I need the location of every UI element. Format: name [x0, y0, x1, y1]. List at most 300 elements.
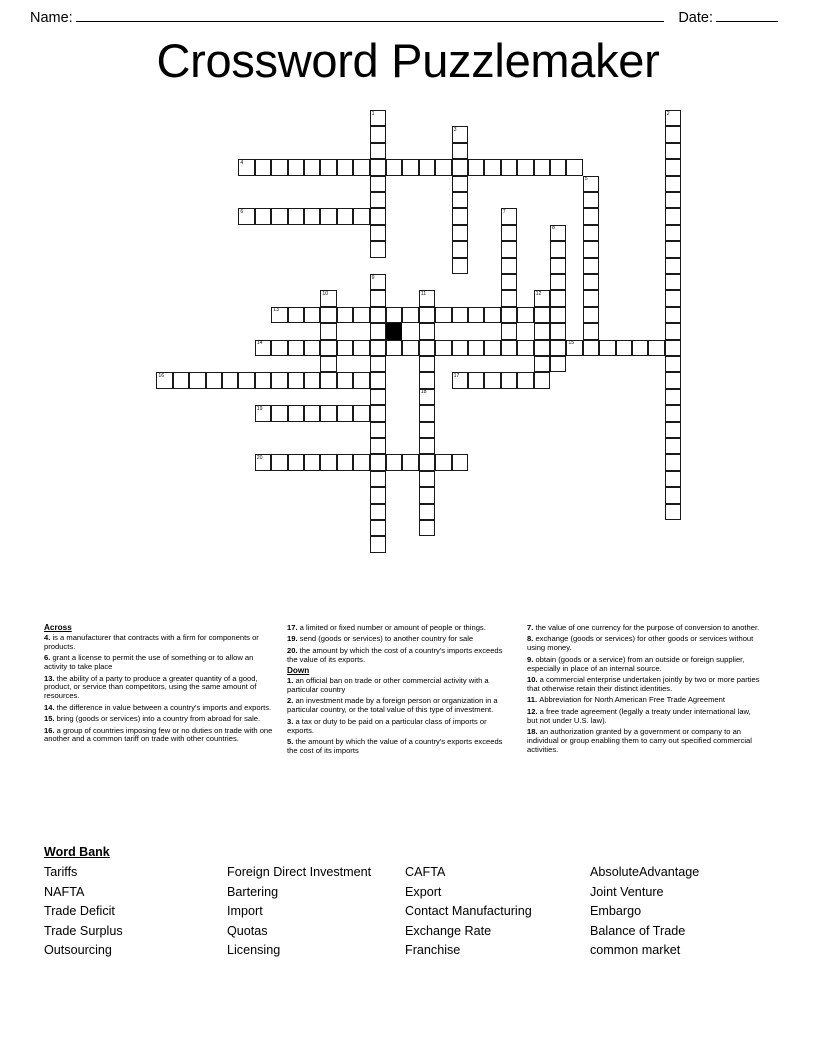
- crossword-cell[interactable]: [665, 110, 681, 126]
- clues-section: [44, 624, 774, 824]
- crossword-cell[interactable]: [370, 487, 386, 503]
- crossword-cell[interactable]: [288, 372, 304, 388]
- clue-text: an investment made by a foreign person or organization in a particular country, or the total value of this type of investment.: [287, 696, 498, 715]
- clue-item: [527, 676, 760, 694]
- crossword-cell-number: 9: [371, 274, 375, 281]
- crossword-cell[interactable]: [517, 340, 533, 356]
- crossword-cell[interactable]: [452, 258, 468, 274]
- crossword-cell[interactable]: [616, 340, 632, 356]
- crossword-cell[interactable]: [320, 356, 336, 372]
- clue-text: a tax or duty to be paid on a particular class of imports or exports.: [287, 716, 487, 735]
- crossword-cell[interactable]: [452, 340, 468, 356]
- crossword-cell[interactable]: [320, 372, 336, 388]
- crossword-cell[interactable]: [173, 372, 189, 388]
- crossword-cell[interactable]: [370, 422, 386, 438]
- clue-number: 15.: [44, 714, 57, 724]
- clue-number: 17.: [287, 623, 300, 632]
- clue-number: 11.: [527, 695, 540, 705]
- word-bank-item: Export: [405, 884, 442, 899]
- crossword-cell[interactable]: [353, 405, 369, 421]
- crossword-cell-number: 4: [240, 159, 244, 166]
- crossword-cell[interactable]: [501, 159, 517, 175]
- crossword-cell[interactable]: [320, 340, 336, 356]
- crossword-cell[interactable]: [665, 192, 681, 208]
- crossword-cell[interactable]: [452, 208, 468, 224]
- crossword-cell[interactable]: [583, 208, 599, 224]
- crossword-cell[interactable]: [534, 307, 550, 323]
- crossword-cell[interactable]: [665, 290, 681, 306]
- clue-text: a limited or fixed number or amount of people or things.: [299, 623, 486, 632]
- crossword-cell[interactable]: [320, 290, 336, 306]
- clue-text: the value of one currency for the purpose of conversion to another.: [535, 623, 760, 632]
- crossword-cell[interactable]: [665, 487, 681, 503]
- crossword-cell[interactable]: [419, 356, 435, 372]
- crossword-cell-number: 19: [256, 405, 263, 412]
- crossword-cell-number: 12: [535, 290, 542, 297]
- crossword-cell[interactable]: [665, 356, 681, 372]
- crossword-cell[interactable]: [288, 159, 304, 175]
- crossword-cell[interactable]: [550, 274, 566, 290]
- crossword-cell[interactable]: [501, 208, 517, 224]
- crossword-cell[interactable]: [665, 176, 681, 192]
- word-bank-item: AbsoluteAdvantage: [590, 865, 700, 879]
- clue-number: 8.: [527, 634, 536, 644]
- crossword-cell[interactable]: [534, 323, 550, 339]
- crossword-cell[interactable]: [583, 274, 599, 290]
- word-bank-item: Foreign Direct Investment: [227, 865, 372, 879]
- crossword-cell[interactable]: [271, 208, 287, 224]
- crossword-cell[interactable]: [484, 340, 500, 356]
- crossword-cell[interactable]: [665, 389, 681, 405]
- crossword-cell[interactable]: [550, 159, 566, 175]
- crossword-cell[interactable]: [337, 372, 353, 388]
- crossword-cell[interactable]: [320, 307, 336, 323]
- crossword-cell[interactable]: [648, 340, 664, 356]
- crossword-cell[interactable]: [238, 208, 254, 224]
- word-bank-item: Quotas: [227, 923, 268, 938]
- crossword-cell[interactable]: [353, 307, 369, 323]
- page-title: Crossword Puzzlemaker: [156, 34, 660, 87]
- crossword-cell[interactable]: [534, 340, 550, 356]
- crossword-cell[interactable]: [452, 176, 468, 192]
- crossword-cell[interactable]: [665, 405, 681, 421]
- crossword-cell[interactable]: [419, 372, 435, 388]
- crossword-cell[interactable]: [517, 159, 533, 175]
- clue-number: 7.: [527, 623, 536, 632]
- crossword-cell-number: 13: [273, 307, 279, 314]
- crossword-cell[interactable]: [370, 340, 386, 356]
- crossword-cell[interactable]: [550, 340, 566, 356]
- word-bank-item: Trade Deficit: [44, 904, 115, 918]
- clue-item: [527, 696, 760, 705]
- word-bank-item: Import: [227, 904, 263, 918]
- name-label: Name:: [30, 10, 73, 26]
- crossword-cell[interactable]: [468, 340, 484, 356]
- word-bank-item: CAFTA: [405, 865, 446, 879]
- crossword-cell[interactable]: [452, 126, 468, 142]
- clue-text: a commercial enterprise undertaken jointly by two or more parties that otherwise retain their distinct identities.: [527, 675, 760, 693]
- crossword-cell[interactable]: [452, 307, 468, 323]
- crossword-cell[interactable]: [435, 454, 451, 470]
- crossword-cell[interactable]: [665, 274, 681, 290]
- crossword-cell[interactable]: [665, 372, 681, 388]
- crossword-cell[interactable]: [665, 258, 681, 274]
- crossword-cell[interactable]: [583, 307, 599, 323]
- crossword-cell[interactable]: [435, 307, 451, 323]
- word-bank-item: Outsourcing: [44, 943, 112, 957]
- crossword-cell[interactable]: [599, 340, 615, 356]
- crossword-cell[interactable]: [665, 307, 681, 323]
- crossword-cell[interactable]: [304, 307, 320, 323]
- crossword-cell[interactable]: [550, 307, 566, 323]
- crossword-cell-number: 3: [453, 126, 457, 133]
- crossword-cell[interactable]: [255, 372, 271, 388]
- crossword-cell[interactable]: [501, 307, 517, 323]
- crossword-cell[interactable]: [419, 290, 435, 306]
- crossword-cell[interactable]: [665, 454, 681, 470]
- crossword-cell[interactable]: [337, 340, 353, 356]
- crossword-grid[interactable]: [0, 104, 816, 574]
- crossword-cell[interactable]: [337, 307, 353, 323]
- clue-item: [44, 727, 273, 745]
- clue-item: [44, 654, 273, 672]
- clue-text: the amount by which the value of a country's exports exceeds the cost of its imports: [287, 736, 503, 755]
- crossword-cell[interactable]: [402, 340, 418, 356]
- crossword-cell[interactable]: [370, 110, 386, 126]
- crossword-cell[interactable]: [255, 405, 271, 421]
- word-bank-item: Exchange Rate: [405, 923, 492, 938]
- crossword-cell[interactable]: [419, 454, 435, 470]
- clue-item: [527, 624, 760, 633]
- crossword-cell[interactable]: [370, 307, 386, 323]
- clue-item: [287, 738, 513, 756]
- crossword-blocked-cell: [386, 323, 402, 339]
- crossword-cell[interactable]: [665, 143, 681, 159]
- crossword-cell[interactable]: [156, 372, 172, 388]
- clue-text: an official ban on trade or other commercial activity with a particular country: [287, 676, 489, 694]
- crossword-cell[interactable]: [419, 422, 435, 438]
- clue-number: 2.: [287, 696, 296, 706]
- clue-text: obtain (goods or a service) from an outside or foreign supplier, especially in place of an internal source.: [527, 654, 745, 673]
- clue-number: 20.: [287, 645, 300, 655]
- crossword-cell[interactable]: [370, 143, 386, 159]
- clue-number: 9.: [527, 654, 536, 664]
- crossword-cell[interactable]: [304, 372, 320, 388]
- crossword-cell[interactable]: [501, 323, 517, 339]
- crossword-cell[interactable]: [665, 340, 681, 356]
- crossword-cell[interactable]: [501, 340, 517, 356]
- crossword-cell-number: 20: [256, 454, 263, 461]
- clue-number: 19.: [287, 634, 300, 644]
- crossword-cell[interactable]: [550, 356, 566, 372]
- crossword-cell[interactable]: [402, 454, 418, 470]
- crossword-cell[interactable]: [452, 159, 468, 175]
- crossword-cell[interactable]: [452, 192, 468, 208]
- crossword-cell[interactable]: [370, 471, 386, 487]
- crossword-cell[interactable]: [550, 225, 566, 241]
- crossword-cell-number: 1: [371, 110, 375, 117]
- crossword-cell[interactable]: [665, 323, 681, 339]
- crossword-cell[interactable]: [370, 356, 386, 372]
- crossword-cell[interactable]: [288, 307, 304, 323]
- crossword-cell[interactable]: [370, 208, 386, 224]
- crossword-cell[interactable]: [370, 290, 386, 306]
- crossword-cell[interactable]: [501, 225, 517, 241]
- crossword-cell[interactable]: [353, 159, 369, 175]
- crossword-cell[interactable]: [452, 143, 468, 159]
- crossword-cell[interactable]: [255, 208, 271, 224]
- crossword-cell[interactable]: [566, 340, 582, 356]
- crossword-cell[interactable]: [288, 454, 304, 470]
- crossword-cell[interactable]: [632, 340, 648, 356]
- crossword-cell[interactable]: [189, 372, 205, 388]
- crossword-cell-number: 15: [568, 340, 575, 347]
- crossword-cell[interactable]: [238, 372, 254, 388]
- crossword-cell[interactable]: [665, 159, 681, 175]
- crossword-cell[interactable]: [419, 159, 435, 175]
- crossword-cell[interactable]: [468, 159, 484, 175]
- crossword-cell[interactable]: [419, 323, 435, 339]
- crossword-cell[interactable]: [320, 208, 336, 224]
- word-bank-item: Licensing: [227, 943, 281, 957]
- crossword-cell[interactable]: [370, 520, 386, 536]
- crossword-cell[interactable]: [353, 454, 369, 470]
- clue-text: grant a license to permit the use of something or to allow an activity to take place: [44, 653, 254, 672]
- clue-item: [287, 718, 513, 736]
- crossword-cell[interactable]: [501, 274, 517, 290]
- crossword-cell[interactable]: [534, 372, 550, 388]
- word-bank-item: Joint Venture: [590, 884, 664, 899]
- crossword-cell[interactable]: [370, 126, 386, 142]
- crossword-cell[interactable]: [550, 290, 566, 306]
- clue-item: [287, 697, 513, 715]
- crossword-cell[interactable]: [370, 389, 386, 405]
- crossword-cell[interactable]: [370, 454, 386, 470]
- crossword-cell[interactable]: [550, 241, 566, 257]
- clue-text: the difference in value between a country's imports and exports.: [56, 702, 272, 712]
- crossword-cell[interactable]: [419, 520, 435, 536]
- crossword-cell[interactable]: [419, 471, 435, 487]
- crossword-cell[interactable]: [550, 258, 566, 274]
- crossword-cell[interactable]: [419, 340, 435, 356]
- crossword-cell[interactable]: [419, 389, 435, 405]
- crossword-cell[interactable]: [370, 176, 386, 192]
- crossword-cell[interactable]: [550, 323, 566, 339]
- crossword-cell[interactable]: [255, 159, 271, 175]
- crossword-cell[interactable]: [370, 192, 386, 208]
- crossword-cell-number: 2: [666, 110, 670, 117]
- word-bank-item: common market: [590, 943, 681, 957]
- crossword-cell[interactable]: [419, 438, 435, 454]
- crossword-cell[interactable]: [501, 258, 517, 274]
- crossword-cell[interactable]: [370, 159, 386, 175]
- crossword-cell[interactable]: [665, 241, 681, 257]
- word-bank-item: Trade Surplus: [44, 923, 123, 938]
- crossword-cell[interactable]: [304, 340, 320, 356]
- crossword-cell-number: 10: [322, 290, 329, 297]
- clue-text: an authorization granted by a government or company to an individual or group enabling them to carry out specified commercial activities.: [527, 727, 752, 754]
- clue-number: 18.: [527, 727, 540, 737]
- crossword-cell[interactable]: [452, 241, 468, 257]
- word-bank-list: [44, 865, 784, 958]
- crossword-cell[interactable]: [435, 159, 451, 175]
- crossword-cell[interactable]: [468, 372, 484, 388]
- crossword-cell[interactable]: [304, 159, 320, 175]
- crossword-cell[interactable]: [320, 405, 336, 421]
- crossword-cell[interactable]: [320, 159, 336, 175]
- crossword-cell[interactable]: [583, 290, 599, 306]
- crossword-cell[interactable]: [206, 372, 222, 388]
- crossword-cell[interactable]: [370, 241, 386, 257]
- crossword-cell[interactable]: [583, 225, 599, 241]
- crossword-cell[interactable]: [304, 454, 320, 470]
- crossword-cell[interactable]: [402, 307, 418, 323]
- clue-item: [287, 677, 513, 695]
- clue-text: exchange (goods or services) for other goods or services without using money.: [527, 634, 754, 653]
- clue-number: 16.: [44, 725, 57, 735]
- crossword-cell[interactable]: [665, 504, 681, 520]
- crossword-cell[interactable]: [583, 176, 599, 192]
- crossword-cell[interactable]: [665, 126, 681, 142]
- crossword-cell[interactable]: [386, 454, 402, 470]
- crossword-cell-number: 6: [240, 208, 244, 215]
- crossword-cell[interactable]: [583, 192, 599, 208]
- clue-text: is a manufacturer that contracts with a firm for components or products.: [44, 632, 259, 651]
- crossword-cell[interactable]: [419, 405, 435, 421]
- crossword-cell[interactable]: [665, 422, 681, 438]
- crossword-cell[interactable]: [370, 438, 386, 454]
- word-bank-item: Bartering: [227, 884, 279, 899]
- clue-number: 10.: [527, 675, 540, 685]
- clue-item: [287, 647, 513, 665]
- crossword-cell[interactable]: [452, 372, 468, 388]
- crossword-cell[interactable]: [665, 438, 681, 454]
- crossword-cell[interactable]: [402, 159, 418, 175]
- crossword-cell[interactable]: [337, 405, 353, 421]
- crossword-cell[interactable]: [386, 340, 402, 356]
- crossword-cell[interactable]: [583, 258, 599, 274]
- down-heading: Down: [287, 666, 310, 676]
- crossword-cell[interactable]: [304, 208, 320, 224]
- crossword-cell[interactable]: [452, 225, 468, 241]
- word-bank-item: Embargo: [590, 904, 642, 918]
- name-write-line[interactable]: [76, 20, 665, 22]
- crossword-cell[interactable]: [517, 372, 533, 388]
- crossword-cell[interactable]: [337, 208, 353, 224]
- crossword-cell[interactable]: [370, 323, 386, 339]
- crossword-cell[interactable]: [370, 372, 386, 388]
- crossword-cell[interactable]: [222, 372, 238, 388]
- crossword-cell[interactable]: [534, 159, 550, 175]
- across-clue-list: [44, 634, 273, 744]
- crossword-cell[interactable]: [271, 159, 287, 175]
- crossword-cell[interactable]: [370, 504, 386, 520]
- clues-column-1: [44, 624, 287, 824]
- word-bank-item: Tariffs: [44, 865, 78, 879]
- crossword-cell[interactable]: [288, 340, 304, 356]
- crossword-cell[interactable]: [353, 372, 369, 388]
- crossword-cell[interactable]: [370, 405, 386, 421]
- crossword-cell[interactable]: [566, 159, 582, 175]
- crossword-cell[interactable]: [320, 454, 336, 470]
- across-heading: Across: [44, 623, 72, 632]
- crossword-cell-number: 7: [502, 208, 506, 215]
- crossword-cell[interactable]: [419, 307, 435, 323]
- crossword-cell[interactable]: [271, 340, 287, 356]
- clues-column-3: [527, 624, 774, 824]
- crossword-cell[interactable]: [386, 159, 402, 175]
- crossword-cell[interactable]: [304, 405, 320, 421]
- crossword-cell[interactable]: [484, 159, 500, 175]
- crossword-cell[interactable]: [501, 290, 517, 306]
- crossword-cell[interactable]: [665, 471, 681, 487]
- crossword-cell[interactable]: [534, 356, 550, 372]
- crossword-cell[interactable]: [255, 340, 271, 356]
- crossword-cell-number: 8: [552, 225, 555, 232]
- crossword-cell[interactable]: [320, 323, 336, 339]
- crossword-cell-number: 18: [420, 389, 427, 396]
- crossword-cell[interactable]: [435, 340, 451, 356]
- crossword-cell[interactable]: [238, 159, 254, 175]
- crossword-cell[interactable]: [271, 454, 287, 470]
- clue-item: [527, 708, 760, 726]
- crossword-cell-number: 5: [584, 176, 588, 183]
- crossword-cell[interactable]: [583, 323, 599, 339]
- crossword-cell-number: 14: [256, 340, 263, 347]
- crossword-cell[interactable]: [386, 307, 402, 323]
- crossword-cell[interactable]: [484, 307, 500, 323]
- crossword-cell[interactable]: [370, 536, 386, 552]
- crossword-cell[interactable]: [337, 159, 353, 175]
- crossword-cell[interactable]: [517, 307, 533, 323]
- crossword-cell[interactable]: [271, 307, 287, 323]
- crossword-cell[interactable]: [271, 372, 287, 388]
- clue-number: 13.: [44, 673, 57, 683]
- crossword-cell[interactable]: [255, 454, 271, 470]
- clue-number: 6.: [44, 653, 53, 663]
- crossword-cell[interactable]: [353, 340, 369, 356]
- clue-item: [287, 624, 513, 633]
- clue-text: bring (goods or services) into a country from abroad for sale.: [56, 714, 261, 724]
- crossword-cell[interactable]: [370, 274, 386, 290]
- clue-number: 14.: [44, 702, 57, 712]
- clue-number: 3.: [287, 716, 296, 726]
- crossword-cell[interactable]: [288, 208, 304, 224]
- crossword-cell[interactable]: [501, 372, 517, 388]
- crossword-cell[interactable]: [665, 208, 681, 224]
- clue-item: [44, 704, 273, 713]
- crossword-cell[interactable]: [419, 487, 435, 503]
- crossword-cell[interactable]: [353, 208, 369, 224]
- crossword-cell[interactable]: [468, 307, 484, 323]
- crossword-cell[interactable]: [337, 454, 353, 470]
- crossword-cell[interactable]: [534, 290, 550, 306]
- crossword-cell[interactable]: [501, 241, 517, 257]
- crossword-cell[interactable]: [370, 225, 386, 241]
- crossword-cell[interactable]: [583, 241, 599, 257]
- crossword-cell[interactable]: [484, 372, 500, 388]
- crossword-cell[interactable]: [419, 504, 435, 520]
- crossword-cell[interactable]: [665, 225, 681, 241]
- down-clue-list-cont: [527, 624, 760, 755]
- date-write-line[interactable]: [716, 20, 778, 22]
- crossword-cell[interactable]: [288, 405, 304, 421]
- crossword-cell[interactable]: [583, 340, 599, 356]
- word-bank-title: Word Bank: [44, 845, 110, 859]
- date-label: Date:: [678, 10, 713, 26]
- crossword-cell[interactable]: [271, 405, 287, 421]
- crossword-cell[interactable]: [452, 454, 468, 470]
